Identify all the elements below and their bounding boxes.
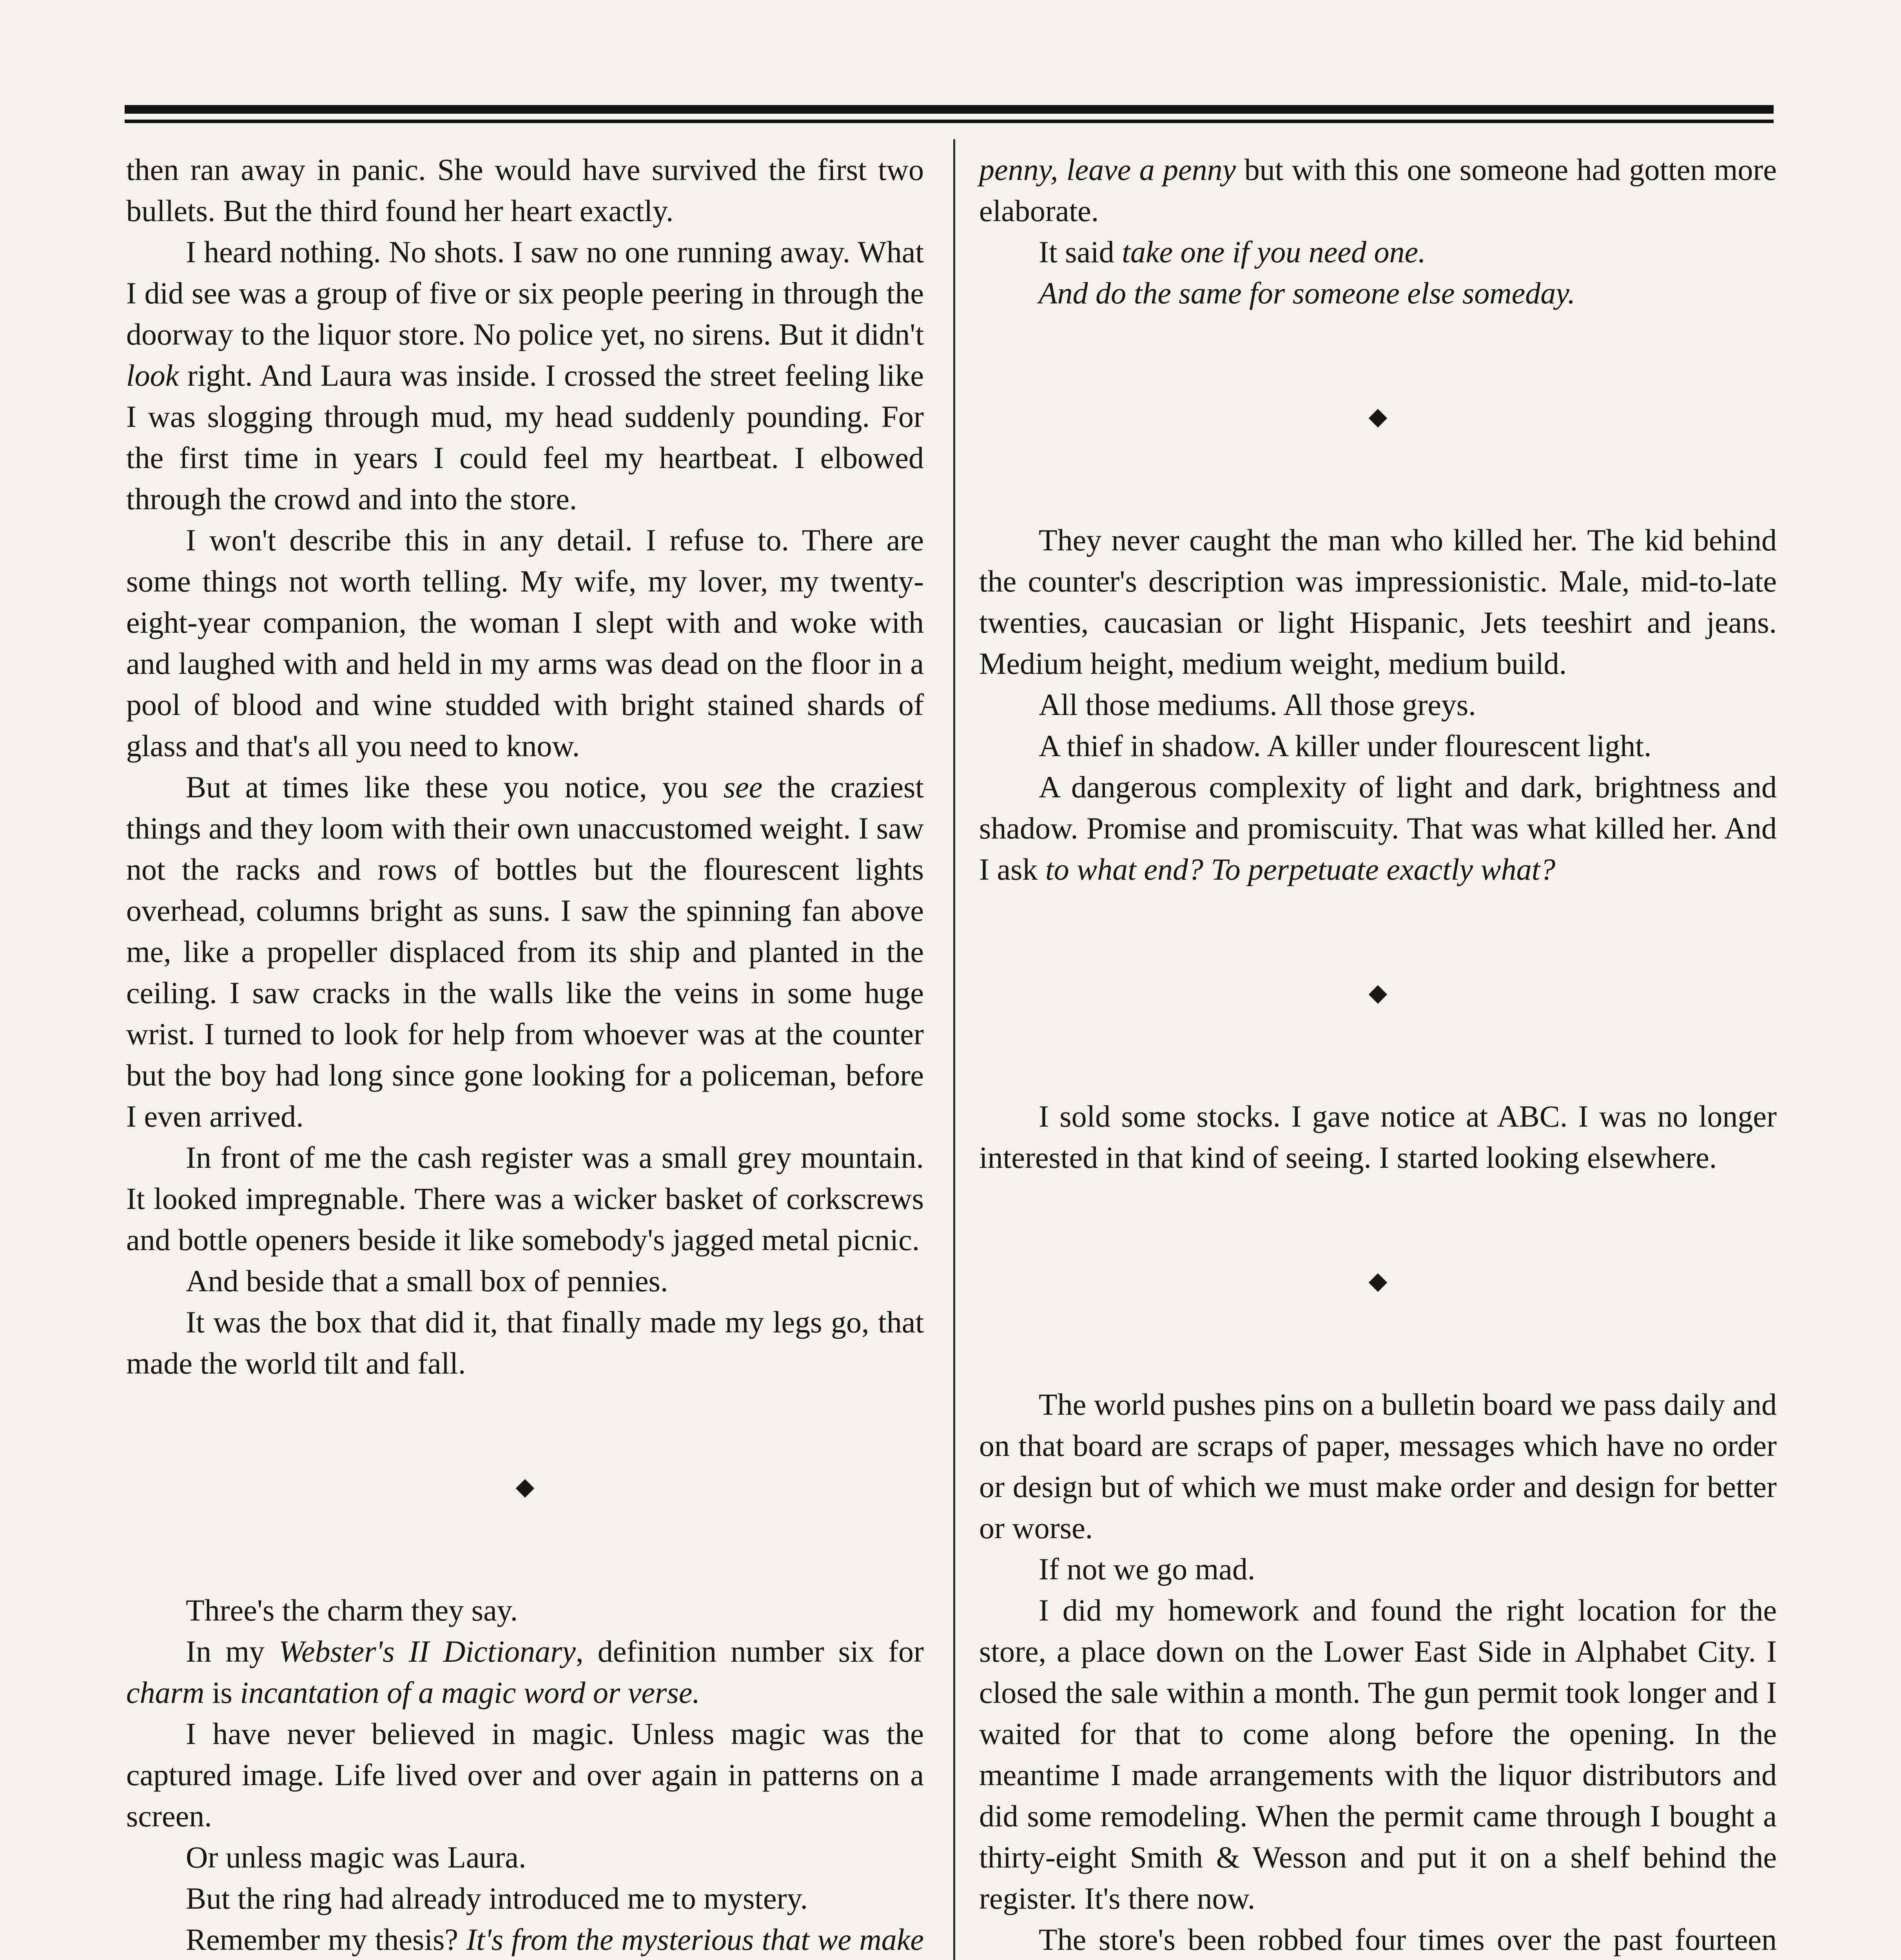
text-run: But at times like these you notice, you	[186, 770, 724, 804]
left-column	[126, 149, 924, 1960]
italic-text: to what end? To perpetuate exactly what?	[1045, 852, 1556, 886]
italic-text: It's from the mysterious that we make	[466, 1922, 924, 1956]
text-run: the craziest things and they loom with their own unaccustomed weight. I saw not the racks and rows of bottles but the flourescent lights overhead, columns bright as suns. I saw the spinning fan above me, like a propeller displaced from its ship and planted in the ceiling. I saw cracks in the walls like the veins in some huge wrist. I turned to look for help from whoever was at the counter but the boy had long since gone looking for a policeman, before I even arrived.	[126, 770, 924, 1133]
section-break	[979, 314, 1777, 519]
paragraph	[979, 1384, 1777, 1548]
section-break	[979, 1178, 1777, 1384]
paragraph	[979, 519, 1777, 684]
section-break-diamond-icon: ◆	[1368, 403, 1388, 430]
section-break	[979, 890, 1777, 1096]
text-run: They never caught the man who killed her. The kid behind the counter's description was impressionistic. Male, mid-to-late twenties, caucasian or light Hispanic, Jets teeshirt and jeans. Medium height, medium weight, medium build.	[979, 523, 1777, 681]
paragraph	[979, 1096, 1777, 1178]
column-divider	[953, 139, 955, 1960]
text-run: Remember my thesis?	[186, 1922, 466, 1956]
paragraph	[126, 519, 924, 766]
italic-text: And do the same for someone else someday.	[1039, 276, 1576, 310]
paragraph	[126, 1260, 924, 1301]
text-run: , definition number six for	[576, 1634, 924, 1668]
italic-text: charm	[126, 1675, 205, 1710]
text-run: then ran away in panic. She would have survived the first two bullets. But the third found her heart exactly.	[126, 152, 924, 228]
paragraph	[126, 149, 924, 231]
text-run: A thief in shadow. A killer under flourescent light.	[1039, 729, 1652, 763]
section-break	[126, 1384, 924, 1590]
paragraph	[979, 149, 1777, 231]
top-rule-thin	[125, 120, 1774, 123]
text-run: I heard nothing. No shots. I saw no one running away. What I did see was a group of five or six people peering in through the doorway to the liquor store. No police yet, no sirens. But it didn't	[126, 235, 924, 351]
text-run: The store's been robbed four times over the past fourteen	[1039, 1922, 1777, 1956]
paragraph	[126, 1590, 924, 1631]
text-run: I sold some stocks. I gave notice at ABC. I was no longer interested in that kind of seeing. I started looking elsewhere.	[979, 1099, 1777, 1174]
paragraph	[979, 684, 1777, 725]
text-run: Three's the charm they say.	[186, 1593, 518, 1627]
paragraph	[126, 1878, 924, 1919]
text-run: is	[204, 1675, 240, 1710]
paragraph	[979, 766, 1777, 890]
text-run: It said	[1039, 235, 1122, 269]
text-run: right. And Laura was inside. I crossed the street feeling like I was slogging through mud, my head suddenly pounding. For the first time in years I could feel my heartbeat. I elbowed through the crowd and into the store.	[126, 358, 924, 516]
paragraph	[126, 1713, 924, 1837]
italic-text: Webster's II Dictionary	[279, 1634, 576, 1668]
text-run: I won't describe this in any detail. I refuse to. There are some things not worth telling. My wife, my lover, my twenty-eight-year companion, the woman I slept with and woke with and laughed with and held in my arms was dead on the floor in a pool of blood and wine studded with bright stained shards of glass and that's all you need to know.	[126, 523, 924, 763]
paragraph	[126, 1919, 924, 1960]
text-run: If not we go mad.	[1039, 1552, 1255, 1586]
text-run: I did my homework and found the right location for the store, a place down on the Lower East Side in Alphabet City. I closed the sale within a month. The gun permit took longer and I waited for that to come along before the opening. In the meantime I made arrangements with the liquor distributors and did some remodeling. When the permit came through I bought a thirty-eight Smith & Wesson and put it on a shelf behind the register. It's there now.	[979, 1593, 1777, 1915]
text-run: but with this one someone had gotten more elaborate.	[979, 152, 1777, 228]
paragraph	[126, 1837, 924, 1878]
paragraph	[979, 1590, 1777, 1919]
text-run: In front of me the cash register was a small grey mountain. It looked impregnable. There was a wicker basket of corkscrews and bottle openers beside it like somebody's jagged metal picnic.	[126, 1140, 924, 1257]
italic-text: take one if you need one.	[1122, 235, 1426, 269]
text-run: A dangerous complexity of light and dark, brightness and shadow. Promise and promiscuity. That was what killed her. And I ask	[979, 770, 1777, 886]
paragraph	[979, 231, 1777, 272]
paragraph	[126, 766, 924, 1137]
section-break-diamond-icon: ◆	[1368, 1267, 1388, 1294]
text-run: But the ring had already introduced me to mystery.	[186, 1881, 808, 1915]
paragraph	[979, 725, 1777, 766]
italic-text: look	[126, 358, 179, 392]
text-run: The world pushes pins on a bulletin board we pass daily and on that board are scraps of paper, messages which have no order or design but of which we must make order and design for better or worse.	[979, 1387, 1777, 1545]
top-rule-thick	[125, 105, 1774, 114]
paragraph	[979, 272, 1777, 314]
text-run: In my	[186, 1634, 279, 1668]
text-run: Or unless magic was Laura.	[186, 1840, 526, 1874]
paragraph	[979, 1919, 1777, 1960]
paragraph	[126, 1137, 924, 1260]
section-break-diamond-icon: ◆	[515, 1473, 535, 1500]
section-break-diamond-icon: ◆	[1368, 979, 1388, 1006]
right-column	[979, 149, 1777, 1960]
text-run: It was the box that did it, that finally made my legs go, that made the world tilt and fall.	[126, 1305, 924, 1380]
text-run: I have never believed in magic. Unless magic was the captured image. Life lived over and over again in patterns on a screen.	[126, 1717, 924, 1833]
text-run: All those mediums. All those greys.	[1039, 688, 1476, 722]
italic-text: incantation of a magic word or verse.	[240, 1675, 700, 1710]
italic-text: see	[723, 770, 763, 804]
paragraph	[126, 1301, 924, 1384]
paragraph	[126, 231, 924, 519]
italic-text: penny, leave a penny	[979, 152, 1236, 187]
paragraph	[979, 1548, 1777, 1590]
text-run: And beside that a small box of pennies.	[186, 1264, 668, 1298]
paragraph	[126, 1631, 924, 1713]
